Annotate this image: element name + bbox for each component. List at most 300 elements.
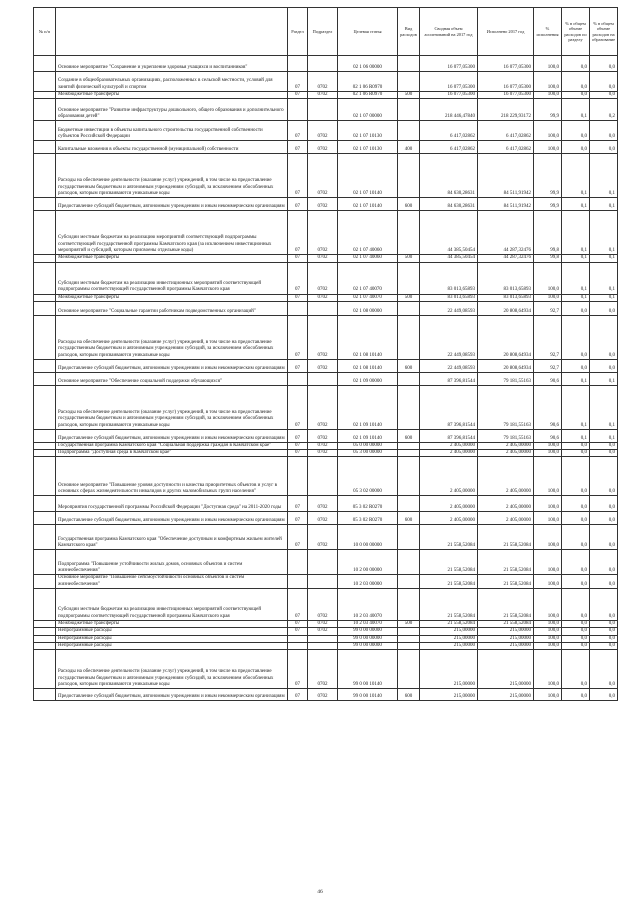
cell-vr: 500: [398, 92, 420, 99]
cell-name: Субсидии местным бюджетам на реализацию инвестиционных мероприятий соответствующей подпрограммы соответствующей государственной программы Камчатского края: [56, 262, 288, 294]
table-row: [34, 255, 618, 262]
cell-name: Предоставление субсидий бюджетным, автономным учреждениям и иным некоммерческим организациям: [56, 512, 288, 525]
cell-subsection: [308, 550, 338, 575]
cell-plan: 84 630,28631: [420, 154, 478, 198]
cell-pct: 100,0: [534, 550, 562, 575]
cell-subsection: [308, 99, 338, 121]
cell-plan: 2 405,00000: [420, 450, 478, 457]
table-row: [34, 99, 618, 121]
cell-plan: 87 396,81544: [420, 429, 478, 442]
cell-section: 07: [288, 121, 308, 141]
cell-pct: 100,0: [534, 442, 562, 449]
cell-pct: 99,9: [534, 99, 562, 121]
cell-share-section: 0,0: [562, 621, 590, 628]
table-row: [34, 154, 618, 198]
cell-pct: 100,0: [534, 642, 562, 649]
cell-subsection: 0702: [308, 589, 338, 621]
table-row: [34, 450, 618, 457]
cell-name: Государственная программа Камчатского края "Социальная поддержка граждан в Камчатском крае": [56, 442, 288, 449]
cell-share-education: 0,0: [590, 315, 618, 359]
cell-plan: 6 417,02862: [420, 121, 478, 141]
cell-subsection: 0702: [308, 211, 338, 255]
cell-num: [34, 99, 56, 121]
cell-subsection: 0702: [308, 650, 338, 689]
cell-share-education: 0,0: [590, 141, 618, 154]
cell-vr: [398, 385, 420, 429]
cell-name: Расходы на обеспечение деятельности (оказание услуг) учреждений, в том числе на предоставление государственным бюджетным и автономным учреждениям субсидий, за исключением обособленных расходов, которым присваиваются уникальные коды: [56, 650, 288, 689]
cell-share-section: 0,0: [562, 689, 590, 701]
cell-exec: 83 013,65893: [478, 262, 534, 294]
cell-pct: 100,0: [534, 450, 562, 457]
cell-plan: 21 558,52084: [420, 575, 478, 589]
cell-num: [34, 525, 56, 550]
cell-share-education: 0,0: [590, 121, 618, 141]
cell-num: [34, 650, 56, 689]
cell-section: 07: [288, 650, 308, 689]
cell-vr: [398, 450, 420, 457]
table-body: [34, 56, 618, 701]
cell-vr: [398, 442, 420, 449]
cell-share-section: 0,0: [562, 450, 590, 457]
cell-target: 02 1 07 40070: [338, 294, 398, 301]
cell-plan: 44 385,50454: [420, 211, 478, 255]
cell-target: 10 2 03 40070: [338, 621, 398, 628]
cell-section: 07: [288, 429, 308, 442]
cell-subsection: 0702: [308, 141, 338, 154]
cell-plan: 83 013,65893: [420, 294, 478, 301]
cell-exec: 84 511,91942: [478, 154, 534, 198]
cell-subsection: 0702: [308, 429, 338, 442]
cell-subsection: 0702: [308, 450, 338, 457]
cell-subsection: 0702: [308, 121, 338, 141]
cell-share-section: 0,0: [562, 642, 590, 649]
cell-share-education: 0,1: [590, 385, 618, 429]
table-row: [34, 211, 618, 255]
cell-vr: 600: [398, 429, 420, 442]
cell-plan: 6 417,02862: [420, 141, 478, 154]
cell-subsection: 0702: [308, 359, 338, 372]
cell-plan: 22 449,08593: [420, 301, 478, 315]
cell-num: [34, 255, 56, 262]
cell-subsection: 0702: [308, 442, 338, 449]
cell-plan: 84 630,28631: [420, 198, 478, 211]
cell-pct: 100,0: [534, 628, 562, 635]
cell-num: [34, 457, 56, 496]
table-row: [34, 650, 618, 689]
cell-num: [34, 635, 56, 642]
cell-share-education: 0,0: [590, 642, 618, 649]
cell-target: 02 1 09 00000: [338, 372, 398, 385]
cell-exec: 2 405,00000: [478, 496, 534, 512]
cell-target: 10 2 03 00000: [338, 575, 398, 589]
cell-share-section: 0,0: [562, 589, 590, 621]
cell-target: 02 1 07 10140: [338, 154, 398, 198]
cell-section: 07: [288, 450, 308, 457]
cell-vr: 400: [398, 141, 420, 154]
cell-name: Капитальные вложения в объекты государственной (муниципальной) собственности: [56, 141, 288, 154]
cell-name: Основное мероприятие "Обеспечение социальной поддержки обучающихся": [56, 372, 288, 385]
cell-target: 02 1 09 10140: [338, 385, 398, 429]
cell-pct: 99,8: [534, 211, 562, 255]
cell-exec: 2 405,00000: [478, 512, 534, 525]
cell-plan: 2 405,00000: [420, 512, 478, 525]
cell-num: [34, 589, 56, 621]
cell-vr: [398, 642, 420, 649]
cell-vr: [398, 575, 420, 589]
cell-share-section: 0,1: [562, 99, 590, 121]
header-target: Целевая статья: [338, 8, 398, 56]
cell-vr: [398, 550, 420, 575]
cell-section: [288, 575, 308, 589]
cell-vr: [398, 628, 420, 635]
cell-section: 07: [288, 211, 308, 255]
cell-vr: [398, 262, 420, 294]
cell-vr: [398, 589, 420, 621]
header-plan: Сводная объем ассигнований на 2017 год: [420, 8, 478, 56]
cell-pct: 100,0: [534, 457, 562, 496]
table-row: [34, 589, 618, 621]
header-name: [56, 8, 288, 56]
cell-vr: [398, 650, 420, 689]
cell-pct: 100,0: [534, 575, 562, 589]
table-row: [34, 512, 618, 525]
cell-plan: 215,00000: [420, 650, 478, 689]
cell-exec: 21 558,52084: [478, 621, 534, 628]
cell-plan: 215,00000: [420, 689, 478, 701]
cell-target: 99 0 00 00000: [338, 635, 398, 642]
cell-pct: 100,0: [534, 635, 562, 642]
cell-num: [34, 121, 56, 141]
cell-target: 02 1 07 40060: [338, 211, 398, 255]
cell-share-section: 0,0: [562, 315, 590, 359]
cell-vr: 500: [398, 621, 420, 628]
cell-share-education: 0,0: [590, 635, 618, 642]
cell-section: 07: [288, 359, 308, 372]
cell-pct: 99,9: [534, 198, 562, 211]
cell-share-education: 0,1: [590, 262, 618, 294]
table-row: [34, 301, 618, 315]
cell-plan: 215,00000: [420, 642, 478, 649]
cell-share-education: 0,2: [590, 99, 618, 121]
cell-plan: 44 385,50454: [420, 255, 478, 262]
cell-target: 99 0 00 10140: [338, 689, 398, 701]
cell-exec: 21 558,52084: [478, 550, 534, 575]
cell-subsection: [308, 642, 338, 649]
cell-share-section: 0,0: [562, 141, 590, 154]
cell-plan: 22 449,08593: [420, 315, 478, 359]
cell-subsection: 0702: [308, 315, 338, 359]
cell-share-section: 0,0: [562, 359, 590, 372]
cell-num: [34, 450, 56, 457]
cell-section: 07: [288, 689, 308, 701]
cell-share-section: 0,0: [562, 496, 590, 512]
cell-pct: 100,0: [534, 621, 562, 628]
cell-vr: [398, 301, 420, 315]
cell-name: Расходы на обеспечение деятельности (оказание услуг) учреждений, в том числе на предоставление государственным бюджетным и автономным учреждениям субсидий, за исключением обособленных расходов, которым присваиваются уникальные коды: [56, 154, 288, 198]
cell-share-section: 0,0: [562, 635, 590, 642]
table-row: [34, 121, 618, 141]
cell-pct: 100,0: [534, 589, 562, 621]
cell-name: Субсидии местным бюджетам на реализацию мероприятий соответствующей подпрограммы соответствующей государственной программы Камчатского края (за исключением инвестиционных мероприятий и субсидий, которым присвоены отдельные коды): [56, 211, 288, 255]
cell-share-section: 0,0: [562, 525, 590, 550]
cell-num: [34, 550, 56, 575]
cell-share-education: 0,1: [590, 154, 618, 198]
cell-exec: 79 181,55163: [478, 372, 534, 385]
cell-exec: 215,00000: [478, 642, 534, 649]
cell-target: 02 1 08 10140: [338, 359, 398, 372]
cell-exec: 6 417,02862: [478, 121, 534, 141]
cell-pct: 100,0: [534, 92, 562, 99]
cell-exec: 44 287,32476: [478, 211, 534, 255]
cell-target: 02 1 07 10140: [338, 198, 398, 211]
cell-pct: 92,7: [534, 359, 562, 372]
cell-subsection: [308, 301, 338, 315]
cell-share-section: 0,1: [562, 262, 590, 294]
cell-share-education: 0,0: [590, 650, 618, 689]
cell-plan: 87 396,81544: [420, 372, 478, 385]
cell-share-education: 0,0: [590, 621, 618, 628]
cell-pct: 99,9: [534, 154, 562, 198]
cell-share-education: 0,0: [590, 689, 618, 701]
cell-exec: 21 558,52084: [478, 525, 534, 550]
cell-share-section: 0,1: [562, 255, 590, 262]
cell-vr: [398, 56, 420, 72]
table-row: [34, 359, 618, 372]
cell-subsection: 0702: [308, 512, 338, 525]
cell-share-section: 0,0: [562, 650, 590, 689]
cell-plan: 215,00000: [420, 628, 478, 635]
cell-target: 05 3 02 00000: [338, 457, 398, 496]
cell-section: 07: [288, 525, 308, 550]
cell-exec: 44 287,32476: [478, 255, 534, 262]
cell-pct: 92,7: [534, 315, 562, 359]
cell-plan: 21 558,52084: [420, 589, 478, 621]
cell-share-education: 0,0: [590, 72, 618, 92]
table-row: [34, 442, 618, 449]
cell-exec: 84 511,91942: [478, 198, 534, 211]
cell-share-section: 0,0: [562, 442, 590, 449]
cell-vr: 600: [398, 359, 420, 372]
cell-plan: 2 405,00000: [420, 442, 478, 449]
cell-subsection: 0702: [308, 689, 338, 701]
cell-target: 02 1 07 10130: [338, 141, 398, 154]
header-section: Раздел: [288, 8, 308, 56]
budget-execution-table: [33, 7, 618, 701]
table-row: [34, 92, 618, 99]
cell-name: Основное мероприятие "Развитие инфраструктуры дошкольного, общего образования и дополнительного образования детей": [56, 99, 288, 121]
cell-pct: 92,7: [534, 301, 562, 315]
cell-target: 99 0 00 00000: [338, 628, 398, 635]
cell-share-section: 0,0: [562, 575, 590, 589]
cell-section: 07: [288, 262, 308, 294]
cell-share-section: 0,0: [562, 72, 590, 92]
cell-exec: 79 181,55163: [478, 429, 534, 442]
cell-share-section: 0,1: [562, 154, 590, 198]
cell-exec: 215,00000: [478, 650, 534, 689]
cell-exec: 79 181,55163: [478, 385, 534, 429]
cell-share-education: 0,0: [590, 525, 618, 550]
cell-pct: 100,0: [534, 294, 562, 301]
cell-num: [34, 689, 56, 701]
cell-share-section: 0,0: [562, 457, 590, 496]
cell-name: Непрограммные расходы: [56, 628, 288, 635]
table-row: [34, 457, 618, 496]
cell-share-section: 0,0: [562, 301, 590, 315]
cell-subsection: 0702: [308, 198, 338, 211]
cell-pct: 90,6: [534, 385, 562, 429]
cell-plan: 21 558,52084: [420, 550, 478, 575]
cell-plan: 83 013,65893: [420, 262, 478, 294]
cell-share-section: 0,0: [562, 550, 590, 575]
cell-name: Мероприятия государственной программы Российской Федерации "Доступная среда" на 2011-2020 годы: [56, 496, 288, 512]
cell-num: [34, 575, 56, 589]
table-row: [34, 635, 618, 642]
cell-vr: 600: [398, 198, 420, 211]
cell-share-section: 0,0: [562, 628, 590, 635]
table-row: [34, 372, 618, 385]
cell-exec: 83 013,65893: [478, 294, 534, 301]
cell-vr: [398, 315, 420, 359]
cell-share-section: 0,0: [562, 121, 590, 141]
cell-subsection: 0702: [308, 72, 338, 92]
cell-pct: 100,0: [534, 56, 562, 72]
cell-share-section: 0,0: [562, 56, 590, 72]
table-row: [34, 496, 618, 512]
cell-exec: 20 808,64934: [478, 301, 534, 315]
cell-share-education: 0,0: [590, 301, 618, 315]
cell-section: 07: [288, 621, 308, 628]
cell-plan: 2 405,00000: [420, 457, 478, 496]
cell-share-education: 0,0: [590, 496, 618, 512]
cell-share-education: 0,0: [590, 575, 618, 589]
cell-vr: [398, 372, 420, 385]
cell-plan: 87 396,81544: [420, 385, 478, 429]
cell-target: 02 1 08 00000: [338, 301, 398, 315]
cell-name: Межбюджетные трансферты: [56, 92, 288, 99]
cell-section: 07: [288, 315, 308, 359]
cell-share-education: 0,0: [590, 550, 618, 575]
cell-section: [288, 372, 308, 385]
cell-share-education: 0,0: [590, 56, 618, 72]
cell-name: Основное мероприятие "Повышение уровня доступности и качества приоритетных объектов и услуг в основных сферах жизнедеятельности инвалидов и других маломобильных групп населения": [56, 457, 288, 496]
cell-pct: 100,0: [534, 689, 562, 701]
cell-num: [34, 301, 56, 315]
cell-share-education: 0,0: [590, 628, 618, 635]
cell-section: 07: [288, 198, 308, 211]
cell-num: [34, 496, 56, 512]
cell-name: Государственная программа Камчатского края "Обеспечение доступным и комфортным жильем жителей Камчатского края": [56, 525, 288, 550]
cell-num: [34, 429, 56, 442]
cell-share-education: 0,1: [590, 255, 618, 262]
cell-name: Межбюджетные трансферты: [56, 255, 288, 262]
cell-exec: 218 229,93172: [478, 99, 534, 121]
cell-pct: 100,0: [534, 496, 562, 512]
cell-num: [34, 372, 56, 385]
table-row: [34, 56, 618, 72]
cell-section: 07: [288, 72, 308, 92]
cell-exec: 215,00000: [478, 628, 534, 635]
page-number: 46: [317, 889, 323, 895]
cell-name: Предоставление субсидий бюджетным, автономным учреждениям и иным некоммерческим организациям: [56, 359, 288, 372]
cell-section: [288, 301, 308, 315]
cell-share-education: 0,0: [590, 92, 618, 99]
cell-section: [288, 99, 308, 121]
cell-num: [34, 154, 56, 198]
cell-subsection: 0702: [308, 154, 338, 198]
cell-exec: 20 808,64934: [478, 359, 534, 372]
cell-name: Субсидии местным бюджетам на реализацию инвестиционных мероприятий соответствующей подпрограммы соответствующей государственной программы Камчатского края: [56, 589, 288, 621]
cell-plan: 16 077,05300: [420, 92, 478, 99]
cell-subsection: 0702: [308, 294, 338, 301]
cell-pct: 100,0: [534, 262, 562, 294]
cell-vr: [398, 457, 420, 496]
table-row: [34, 642, 618, 649]
cell-vr: 600: [398, 512, 420, 525]
cell-name: Предоставление субсидий бюджетным, автономным учреждениям и иным некоммерческим организациям: [56, 198, 288, 211]
cell-pct: 100,0: [534, 525, 562, 550]
cell-share-education: 0,1: [590, 372, 618, 385]
cell-exec: 16 077,05300: [478, 92, 534, 99]
cell-vr: [398, 525, 420, 550]
cell-exec: 2 405,00000: [478, 442, 534, 449]
cell-share-section: 0,1: [562, 211, 590, 255]
cell-share-section: 0,0: [562, 512, 590, 525]
cell-target: 02 1 07 10130: [338, 121, 398, 141]
cell-share-education: 0,0: [590, 457, 618, 496]
cell-plan: 21 558,52084: [420, 525, 478, 550]
header-num: № п/п: [34, 8, 56, 56]
cell-subsection: 0702: [308, 628, 338, 635]
cell-pct: 100,0: [534, 121, 562, 141]
table-row: [34, 621, 618, 628]
cell-share-section: 0,1: [562, 385, 590, 429]
cell-num: [34, 198, 56, 211]
cell-section: 07: [288, 628, 308, 635]
cell-share-education: 0,0: [590, 512, 618, 525]
cell-plan: 215,00000: [420, 635, 478, 642]
cell-name: Непрограммные расходы: [56, 642, 288, 649]
cell-target: 02 1 06 R0970: [338, 72, 398, 92]
table-row: [34, 689, 618, 701]
table-header-row: [34, 8, 618, 56]
cell-section: 07: [288, 294, 308, 301]
cell-vr: [398, 635, 420, 642]
cell-num: [34, 56, 56, 72]
cell-section: 07: [288, 385, 308, 429]
cell-vr: [398, 154, 420, 198]
cell-section: 07: [288, 512, 308, 525]
cell-pct: 100,0: [534, 72, 562, 92]
cell-name: Межбюджетные трансферты: [56, 294, 288, 301]
cell-target: 02 1 08 10140: [338, 315, 398, 359]
cell-num: [34, 211, 56, 255]
cell-name: Непрограммные расходы: [56, 635, 288, 642]
cell-section: 07: [288, 154, 308, 198]
cell-section: 07: [288, 92, 308, 99]
cell-target: 10 2 03 40070: [338, 589, 398, 621]
cell-exec: 16 077,05300: [478, 72, 534, 92]
cell-section: 07: [288, 442, 308, 449]
cell-pct: 90,6: [534, 372, 562, 385]
cell-vr: 500: [398, 294, 420, 301]
cell-subsection: 0702: [308, 92, 338, 99]
cell-subsection: [308, 635, 338, 642]
cell-target: 02 1 07 40060: [338, 255, 398, 262]
table-row: [34, 198, 618, 211]
cell-pct: 100,0: [534, 141, 562, 154]
cell-num: [34, 512, 56, 525]
cell-exec: 2 405,00000: [478, 457, 534, 496]
